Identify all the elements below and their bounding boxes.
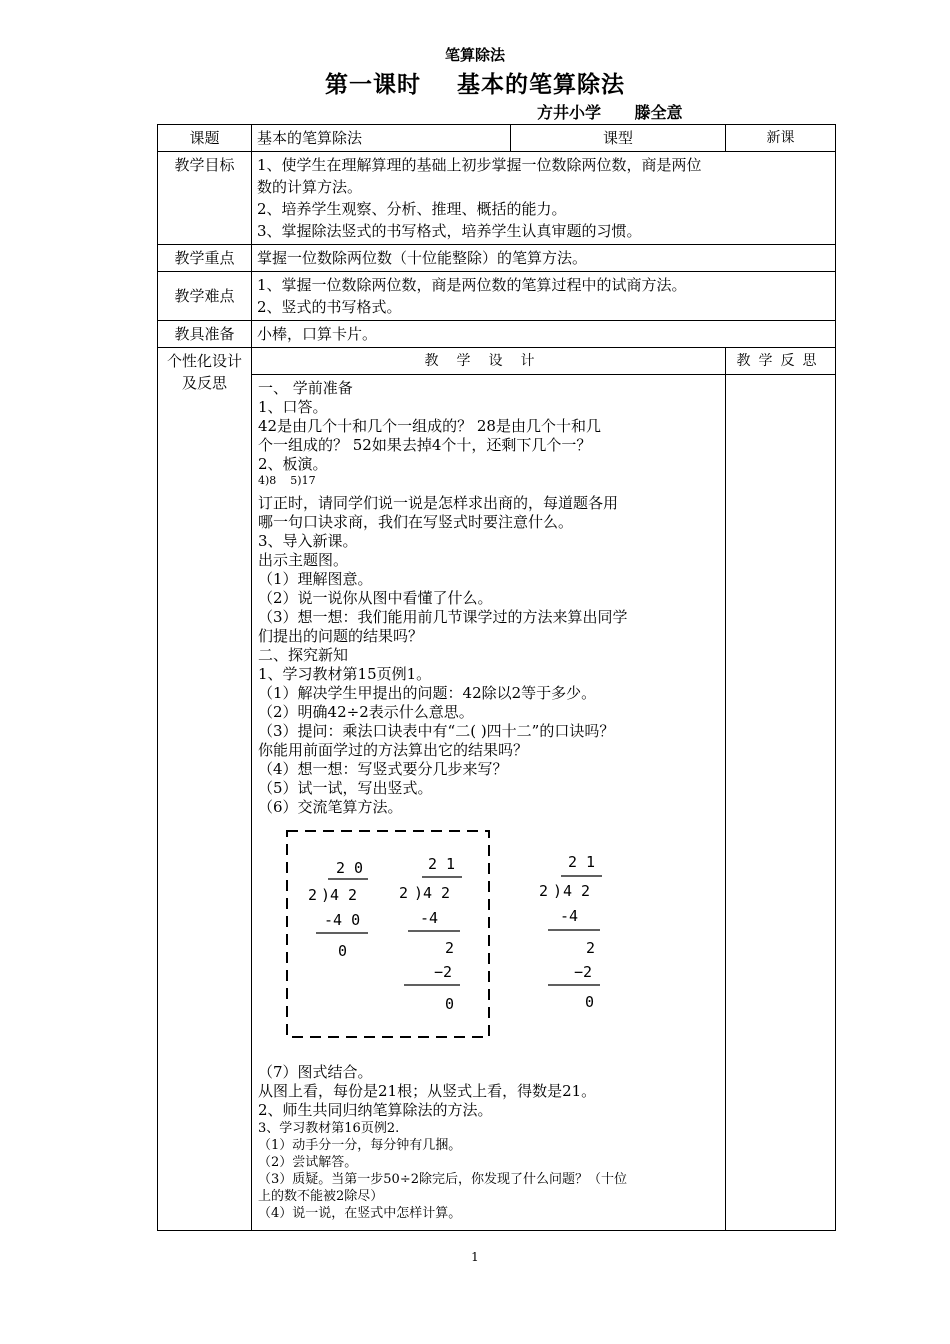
design-line: 3、学习教材第16页例2. xyxy=(258,1121,400,1136)
subject-title: 笔算除法 xyxy=(444,46,505,64)
design-line: （3）想一想：我们能用前几节课学过的方法来算出同学 xyxy=(258,608,628,626)
division-figure xyxy=(258,817,718,1063)
calc1-step: -4 0 xyxy=(324,911,361,929)
calc2-step: −2 xyxy=(434,963,453,981)
goal-line: 1、使学生在理解算理的基础上初步掌握一位数除两位数，商是两位 xyxy=(257,156,702,174)
design-line: （2）说一说你从图中看懂了什么。 xyxy=(258,589,493,607)
calc2-remainder: 0 xyxy=(445,995,455,1013)
calc3-quotient: 2 1 xyxy=(568,853,596,871)
reflection-header: 教学反思 xyxy=(726,348,835,375)
goals-cell xyxy=(252,152,836,245)
design-line: 订正时，请同学们说一说是怎样求出商的，每道题各用 xyxy=(258,494,619,512)
difficulty-cell xyxy=(252,272,836,321)
school-name: 方井小学 xyxy=(537,103,602,122)
author-line xyxy=(537,100,682,123)
board-problem: 5)17 xyxy=(290,474,316,487)
calc1-quotient: 2 0 xyxy=(336,859,364,877)
board-work xyxy=(258,474,719,494)
design-line: （6）交流笔算方法。 xyxy=(258,798,403,816)
calc3-bracket: ) xyxy=(553,882,563,900)
vertical-calculation-2 xyxy=(399,855,462,1013)
design-line: （2）尝试解答。 xyxy=(258,1155,358,1170)
vertical-calculation-3 xyxy=(539,853,602,1011)
calc3-remainder: 0 xyxy=(585,993,595,1011)
goals-label: 教学目标 xyxy=(158,152,252,245)
board-problem: 4)8 xyxy=(258,474,277,487)
design-line: （1）解决学生甲提出的问题：42除以2等于多少。 xyxy=(258,684,597,702)
design-line: 上的数不能被2除尽） xyxy=(258,1189,384,1204)
design-line: 个一组成的？ 52如果去掉4个十，还剩下几个一？ xyxy=(258,436,592,454)
type-value: 新课 xyxy=(726,125,836,152)
teacher-name: 滕全意 xyxy=(634,103,683,122)
calc2-partial: 2 xyxy=(445,939,455,957)
design-line: （2）明确42÷2表示什么意思。 xyxy=(258,703,474,721)
personal-label: 个性化设计及反思 xyxy=(158,348,252,1231)
tools-value: 小棒，口算卡片。 xyxy=(252,321,836,348)
design-line: （1）理解图意。 xyxy=(258,570,373,588)
design-body xyxy=(252,375,725,1230)
goal-line: 数的计算方法。 xyxy=(257,178,363,196)
calc3-step: -4 xyxy=(560,907,579,925)
design-line: （4）想一想：写竖式要分几步来写？ xyxy=(258,760,508,778)
lesson-title: 第一课时 基本的笔算除法 xyxy=(324,71,626,98)
calc2-dividend: 4 2 xyxy=(423,884,451,902)
design-cell xyxy=(252,348,726,1231)
design-line: 你能用前面学过的方法算出它的结果吗？ xyxy=(258,741,529,759)
design-line: 一、 学前准备 xyxy=(258,379,353,397)
calc3-partial: 2 xyxy=(586,939,596,957)
design-line: （4）说一说，在竖式中怎样计算。 xyxy=(258,1206,462,1221)
goal-line: 2、培养学生观察、分析、推理、概括的能力。 xyxy=(257,200,567,218)
lesson-plan-table xyxy=(157,124,836,1231)
design-line: 哪一句口诀求商，我们在写竖式时要注意什么。 xyxy=(258,513,574,531)
design-line: 出示主题图。 xyxy=(258,551,349,569)
tools-label: 教具准备 xyxy=(158,321,252,348)
topic-label: 课题 xyxy=(158,125,252,152)
calc1-dividend: 4 2 xyxy=(330,886,358,904)
calc2-quotient: 2 1 xyxy=(428,855,456,873)
design-header: 教学设计 xyxy=(252,348,725,375)
calc1-divisor: 2 xyxy=(308,886,318,904)
calc3-divisor: 2 xyxy=(539,882,549,900)
type-label: 课型 xyxy=(511,125,726,152)
key-value: 掌握一位数除两位数（十位能整除）的笔算方法。 xyxy=(252,245,836,272)
difficulty-line: 2、竖式的书写格式。 xyxy=(257,298,402,316)
design-line: （3）质疑。当第一步50÷2除完后，你发现了什么问题？（十位 xyxy=(258,1172,627,1187)
calc2-divisor: 2 xyxy=(399,884,409,902)
calc3-dividend: 4 2 xyxy=(563,882,591,900)
design-line: （5）试一试，写出竖式。 xyxy=(258,779,433,797)
design-line: 1、学习教材第15页例1。 xyxy=(258,665,432,683)
design-line: 2、板演。 xyxy=(258,455,328,473)
page-number: 1 xyxy=(471,1250,479,1264)
difficulty-line: 1、掌握一位数除两位数，商是两位数的笔算过程中的试商方法。 xyxy=(257,276,687,294)
topic-value: 基本的笔算除法 xyxy=(252,125,511,152)
design-line: 3、导入新课。 xyxy=(258,532,358,550)
design-line: （1）动手分一分，每分钟有几捆。 xyxy=(258,1138,462,1153)
key-label: 教学重点 xyxy=(158,245,252,272)
goal-line: 3、掌握除法竖式的书写格式，培养学生认真审题的习惯。 xyxy=(257,222,642,240)
calc1-remainder: 0 xyxy=(338,942,348,960)
design-line: （7）图式结合。 xyxy=(258,1063,373,1081)
dashed-frame xyxy=(287,831,489,1037)
design-line: 2、师生共同归纳笔算除法的方法。 xyxy=(258,1101,493,1119)
design-line: 二、探究新知 xyxy=(258,646,349,664)
design-line: 从图上看，每份是21根；从竖式上看，得数是21。 xyxy=(258,1082,597,1100)
difficulty-label: 教学难点 xyxy=(158,272,252,321)
calc2-bracket: ) xyxy=(414,884,424,902)
calc1-bracket: ) xyxy=(321,886,331,904)
design-line: （3）提问：乘法口诀表中有“二( )四十二”的口诀吗？ xyxy=(258,722,615,740)
design-line: 1、口答。 xyxy=(258,398,328,416)
design-line: 们提出的问题的结果吗？ xyxy=(258,627,424,645)
reflection-cell xyxy=(726,348,836,1231)
vertical-calculation-1 xyxy=(308,859,368,960)
calc3-step: −2 xyxy=(574,963,593,981)
design-line: 42是由几个十和几个一组成的？ 28是由几个十和几 xyxy=(258,417,601,435)
calc2-step: -4 xyxy=(420,909,439,927)
